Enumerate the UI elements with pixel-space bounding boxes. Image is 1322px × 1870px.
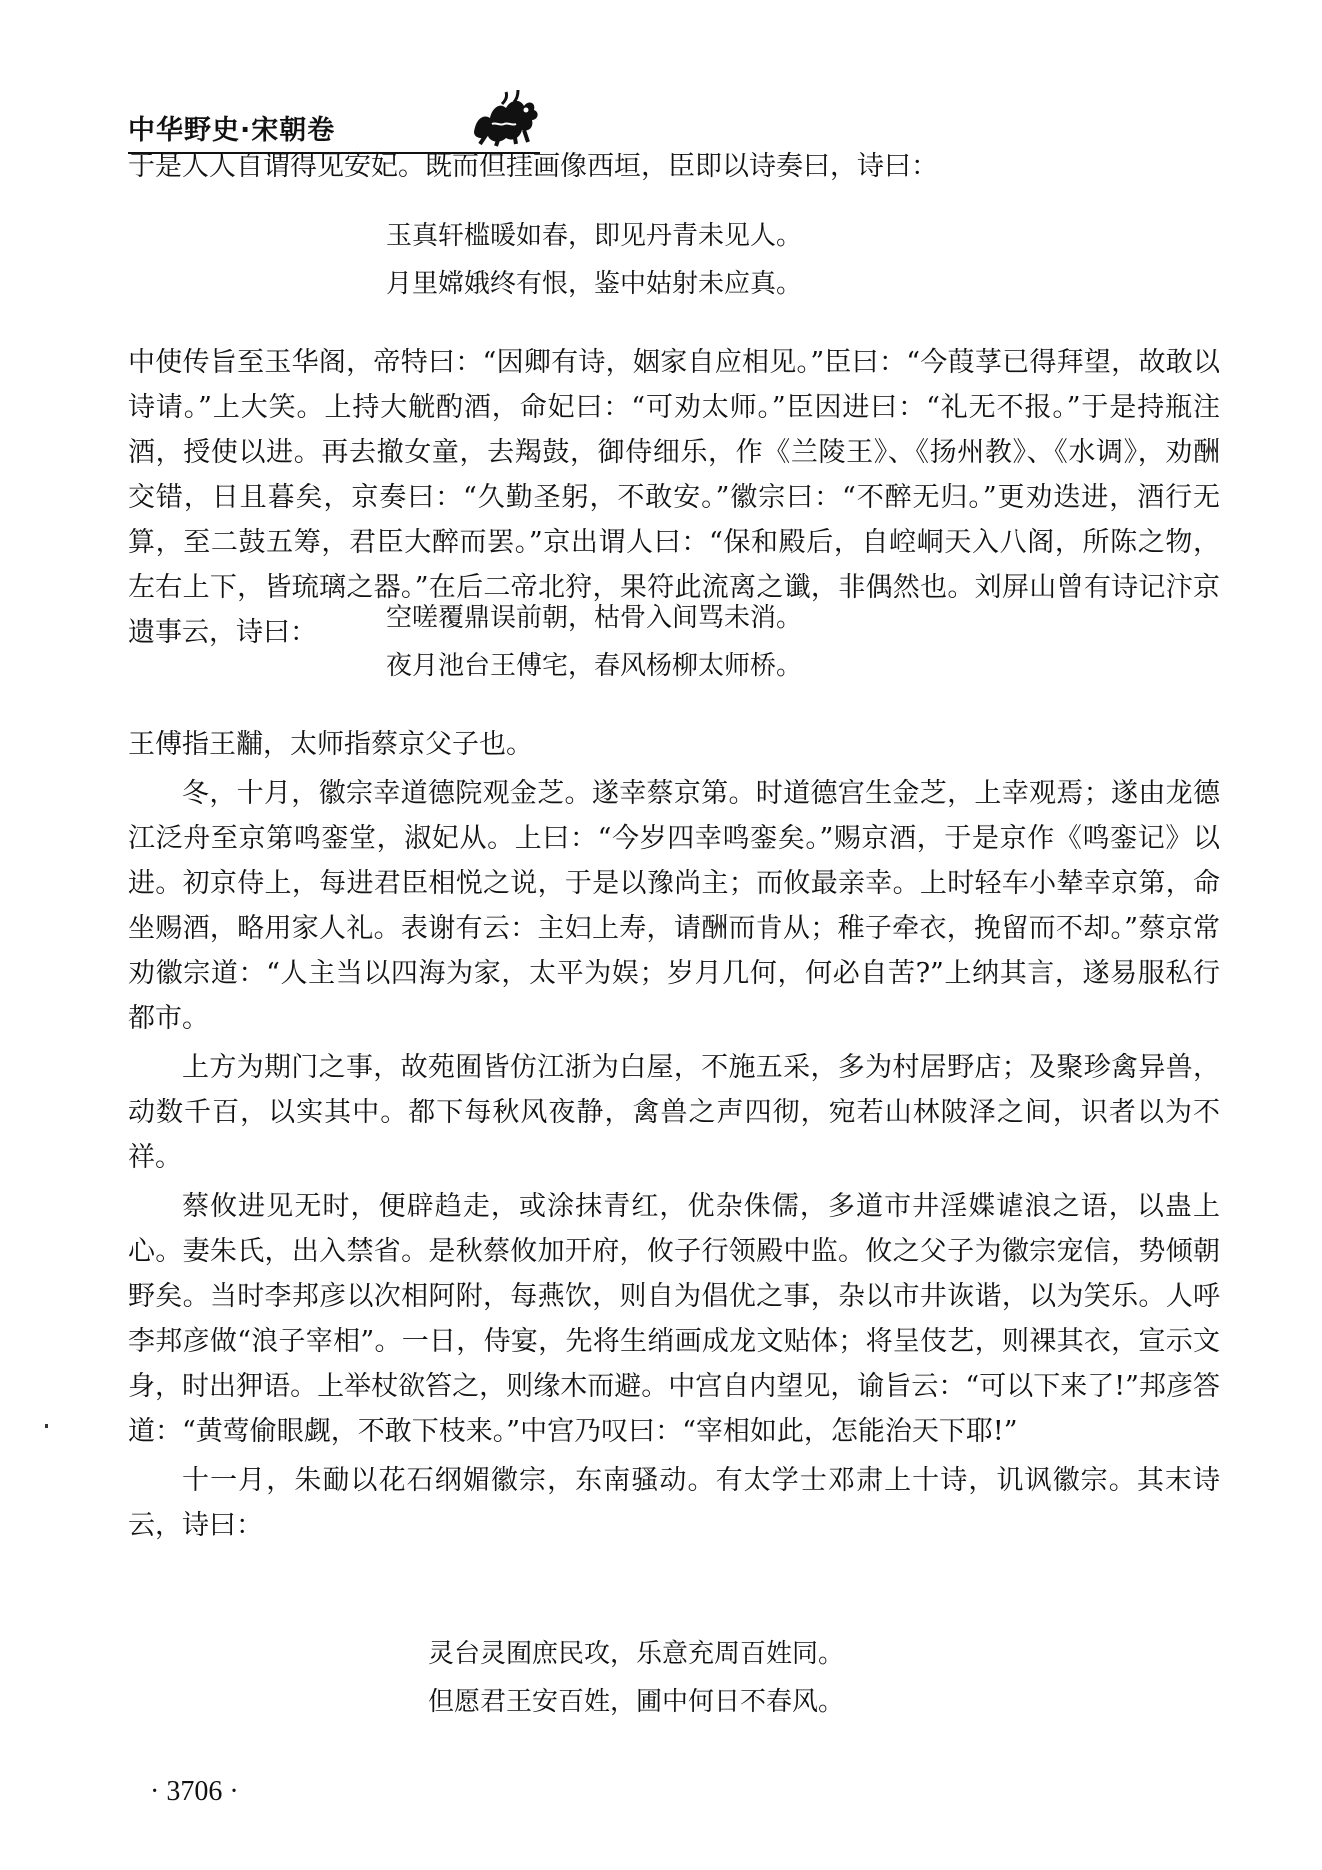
paragraph: 于是人人自谓得见安妃。既而但挂画像西垣，臣即以诗奏曰，诗曰： [128,151,938,182]
opening-line [128,144,1220,189]
poem [0,1630,1322,1726]
poem-line: 玉真轩槛暖如春，即见丹青未见人。 [386,221,803,251]
dragon-icon [466,88,540,148]
poem [0,594,1322,690]
poem-line: 灵台灵囿庶民攻，乐意充周百姓同。 [428,1639,845,1669]
poem-line: 夜月池台王傅宅，春风杨柳太师桥。 [386,651,803,681]
paragraph: 王傅指王黼，太师指蔡京父子也。 [128,729,533,760]
paragraph: 冬，十月，徽宗幸道德院观金芝。遂幸蔡京第。时道德宫生金芝，上幸观焉；遂由龙德江泛舟至京第鸣銮堂，淑妃从。上曰：“今岁四幸鸣銮矣。”赐京酒，于是京作《鸣銮记》以进。初京侍上，每进君臣相悦之说，于是以豫尚主；而攸最亲幸。上时轻车小辇幸京第，命坐赐酒，略用家人礼。表谢有云：主妇上寿，请酬而肯从；稚子牵衣，挽留而不却。”蔡京常劝徽宗道：“人主当以四海为家，太平为娱；岁月几何，何必自苦?”上纳其言，遂易服私行都市。 [128,778,1220,1034]
poem-line: 但愿君王安百姓，圃中何日不春风。 [428,1687,845,1717]
main-text-block-2 [128,722,1220,1552]
poem-line: 月里嫦娥终有恨，鉴中姑射未应真。 [386,269,803,299]
paragraph: 中使传旨至玉华阁，帝特曰：“因卿有诗，姻家自应相见。”臣曰：“今葭莩已得拜望，故敢以诗请。”上大笑。上持大觥酌酒，命妃曰：“可劝太师。”臣因进曰：“礼无不报。”于是持瓶注酒，授使以进。再去撤女童，去羯鼓，御侍细乐，作《兰陵王》、《扬州教》、《水调》，劝酬交错，日且暮矣，京奏曰：“久勤圣躬，不敢安。”徽宗曰：“不醉无归。”更劝迭进，酒行无算，至二鼓五筹，君臣大醉而罢。”京出谓人曰：“保和殿后，自崆峒天入八阁，所陈之物，左右上下，皆琉璃之器。”在后二帝北狩，果符此流离之谶，非偶然也。刘屏山曾有诗记汴京遗事云，诗曰： [128,347,1220,648]
poem [0,212,1322,308]
paragraph: 十一月，朱勔以花石纲媚徽宗，东南骚动。有太学士邓肃上十诗，讥讽徽宗。其末诗云，诗曰： [128,1465,1220,1541]
paragraph: 上方为期门之事，故苑囿皆仿江浙为白屋，不施五采，多为村居野店；及聚珍禽异兽，动数千百，以实其中。都下每秋风夜静，禽兽之声四彻，宛若山林陂泽之间，识者以为不祥。 [128,1052,1220,1173]
page-number: · 3706 · [150,1776,239,1807]
paragraph: 蔡攸进见无时，便辟趋走，或涂抹青红，优杂侏儒，多道市井淫媟谑浪之语，以蛊上心。妻朱氏，出入禁省。是秋蔡攸加开府，攸子行领殿中监。攸之父子为徽宗宠信，势倾朝野矣。当时李邦彦以次相阿附，每燕饮，则自为倡优之事，杂以市井诙谐，以为笑乐。人呼李邦彦做“浪子宰相”。一日，侍宴，先将生绡画成龙文贴体；将呈伎艺，则裸其衣，宣示文身，时出狎语。上举杖欲笞之，则缘木而避。中宫自内望见，谕旨云：“可以下来了!”邦彦答道：“黄莺偷眼觑，不敢下枝来。”中宫乃叹曰：“宰相如此，怎能治天下耶!” [128,1191,1220,1447]
book-title: 中华野史·宋朝卷 [128,115,336,146]
poem-line: 空嗟覆鼎误前朝，枯骨入间骂未消。 [386,603,803,633]
scan-speck [45,1424,48,1428]
